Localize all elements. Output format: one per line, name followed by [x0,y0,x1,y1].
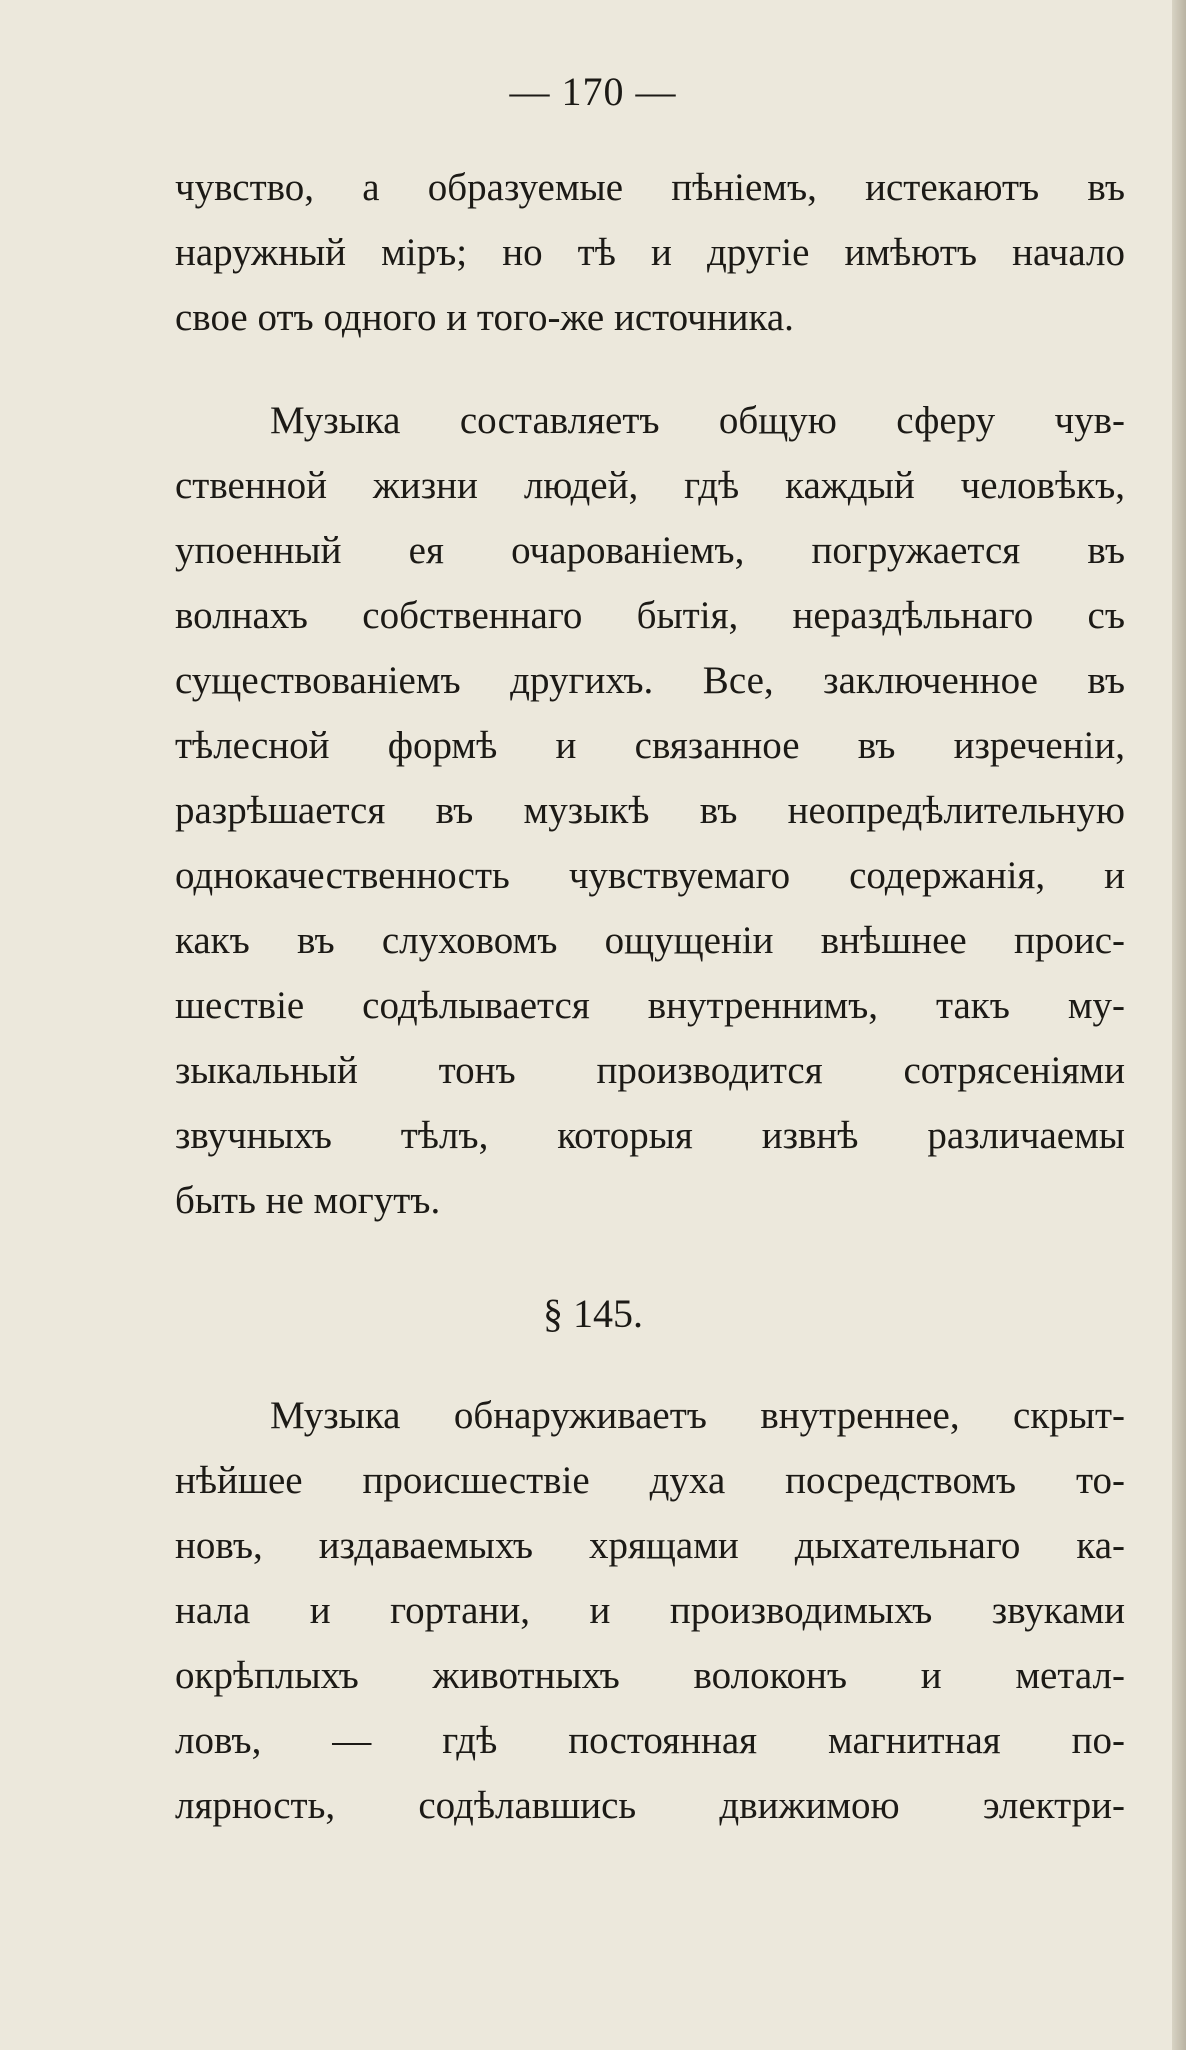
paragraph-3-line-7: лярность, содѣлавшись движимою электри- [175,1784,1125,1827]
paragraph-3-line-2: нѣйшее происшествіе духа посредствомъ то- [175,1459,1125,1502]
paragraph-1-line-2: наружный міръ; но тѣ и другіе имѣютъ начало [175,231,1125,274]
paragraph-3-line-3: новъ, издаваемыхъ хрящами дыхательнаго ка- [175,1524,1125,1567]
paragraph-3-line-5: окрѣплыхъ животныхъ волоконъ и метал- [175,1654,1125,1697]
paragraph-2-line-8: однокачественность чувствуемаго содержанія, и [175,854,1125,897]
paragraph-2-line-10: шествіе содѣлывается внутреннимъ, такъ му- [175,984,1125,1027]
paragraph-2-line-5: существованіемъ другихъ. Все, заключенное въ [175,659,1125,702]
paragraph-2-line-12: звучныхъ тѣлъ, которыя извнѣ различаемы [175,1114,1125,1157]
paragraph-3-line-1: Музыка обнаруживаетъ внутреннее, скрыт- [270,1394,1125,1437]
paragraph-3-line-6: ловъ, — гдѣ постоянная магнитная по- [175,1719,1125,1762]
section-heading: § 145. [543,1291,643,1336]
paragraph-1-line-1: чувство, а образуемые пѣніемъ, истекаютъ въ [175,166,1125,209]
paragraph-2-line-6: тѣлесной формѣ и связанное въ изреченіи, [175,724,1125,767]
paragraph-3-line-4: нала и гортани, и производимыхъ звуками [175,1589,1125,1632]
paragraph-2-line-13: быть не могутъ. [175,1179,441,1222]
paragraph-2-line-4: волнахъ собственнаго бытія, нераздѣльнаго съ [175,594,1125,637]
page-number: — 170 — [509,69,677,114]
paragraph-2-line-7: разрѣшается въ музыкѣ въ неопредѣлительную [175,789,1125,832]
paragraph-2-line-2: ственной жизни людей, гдѣ каждый человѣкъ, [175,464,1125,507]
paragraph-2-line-11: зыкальный тонъ производится сотрясеніями [175,1049,1125,1092]
page-edge-shadow [1172,0,1186,2050]
paragraph-2-line-1: Музыка составляетъ общую сферу чув- [270,399,1125,442]
paragraph-2-line-9: какъ въ слуховомъ ощущеніи внѣшнее проис- [175,919,1125,962]
paragraph-1-line-3: свое отъ одного и того-же источника. [175,296,794,339]
paragraph-2-line-3: упоенный ея очарованіемъ, погружается въ [175,529,1125,572]
